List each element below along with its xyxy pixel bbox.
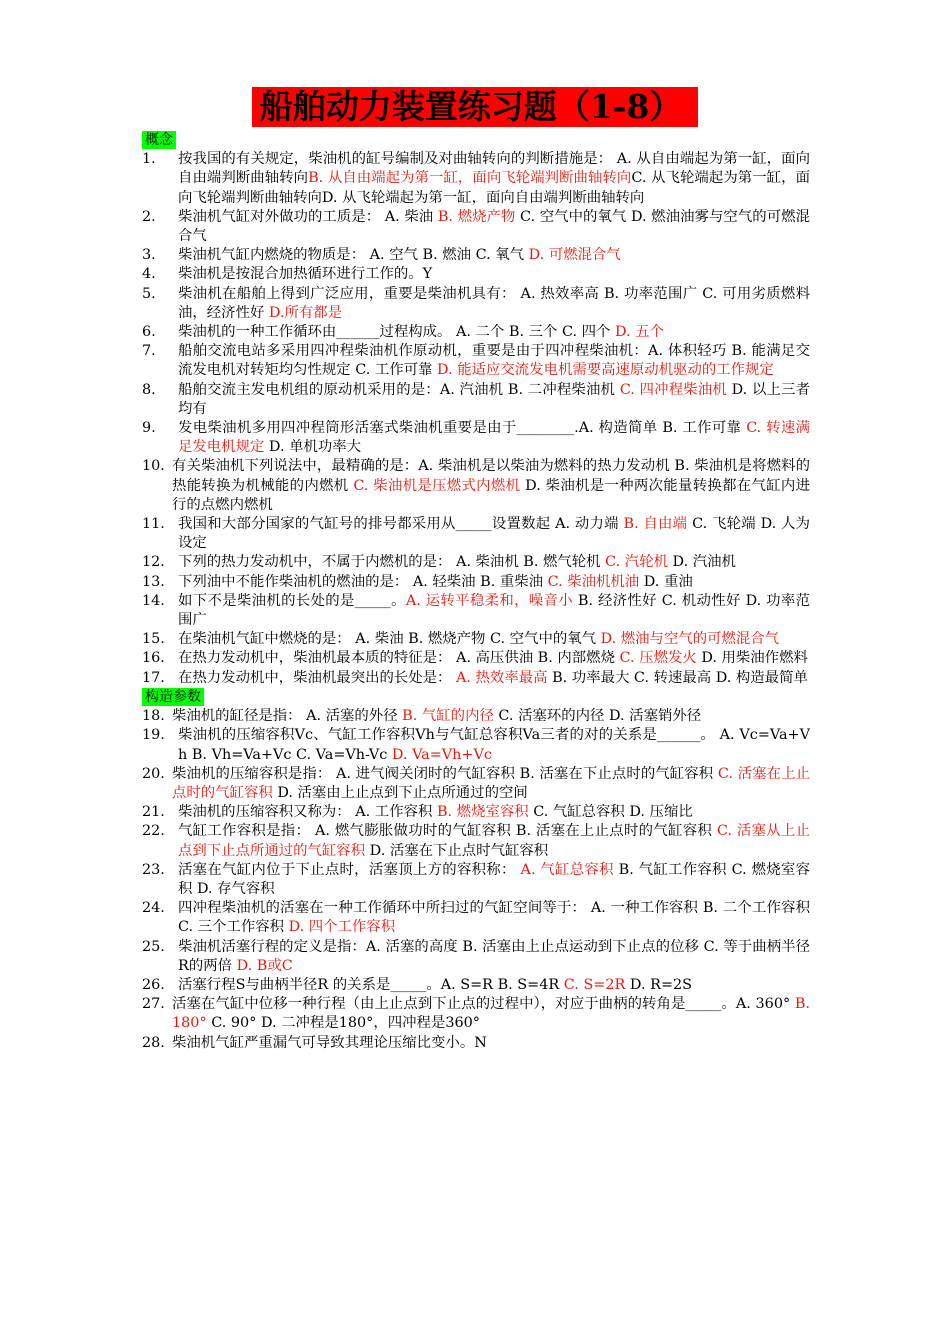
question-fragment: C. 从飞轮端起为第一缸，面向飞轮端判断曲轴转向D. 从飞轮端起为第一缸，面向自由端判断曲轴转向 [178, 170, 810, 206]
section-heading: 构造参数 [142, 688, 204, 706]
question-fragment: 柴油机气缸内燃烧的物质是： A. 空气 B. 燃油 C. 氧气 [178, 247, 529, 264]
question-number: 9. [142, 420, 156, 437]
question-fragment: 在柴油机气缸中燃烧的是： A. 柴油 B. 燃烧产物 C. 空气中的氧气 [178, 631, 601, 648]
question-fragment: 活塞在气缸中位移一种行程（由上止点到下止点的过程中），对应于曲柄的转角是_____。A. 360° [172, 996, 795, 1013]
answer-highlight: A. 热效率最高 [456, 669, 548, 686]
question-fragment: 我国和大部分国家的气缸号的排号都采用从_____设置数起 A. 动力端 [178, 516, 624, 533]
question-fragment: C. 90° D. 二冲程是180°，四冲程是360° [206, 1015, 480, 1032]
answer-highlight: C. 活塞从上止点到下止点所通过的气缸容积 [178, 823, 810, 859]
question-item [142, 669, 810, 688]
question-fragment: 下列油中不能作柴油机的燃油的是： A. 轻柴油 B. 重柴油 [178, 573, 548, 590]
question-number: 10. [142, 458, 165, 475]
question-fragment: D. 活塞由上止点到下止点所通过的空间 [272, 784, 528, 801]
question-text [178, 669, 810, 688]
question-item [142, 649, 810, 668]
answer-highlight: B. 气缸的内径 [402, 708, 494, 725]
question-fragment: 下列的热力发动机中，不属于内燃机的是： A. 柴油机 B. 燃气轮机 [178, 554, 606, 571]
question-fragment: 气缸工作容积是指： A. 燃气膨胀做功时的气缸容积 B. 活塞在上止点时的气缸容积 [178, 823, 717, 840]
question-text [178, 573, 810, 592]
answer-highlight: B. 180° [172, 996, 810, 1032]
question-fragment: 柴油机的压缩容积又称为： A. 工作容积 [178, 804, 437, 821]
question-item [142, 899, 810, 937]
answer-highlight: B. 燃烧产物 [437, 208, 516, 225]
question-fragment: D. 柴油机是一种两次能量转换都在气缸内进行的点燃内燃机 [172, 477, 810, 513]
question-fragment: D. 重油 [639, 573, 693, 590]
question-fragment: D. 用柴油作燃料 [696, 650, 808, 667]
question-text [178, 938, 810, 976]
question-fragment: D. 汽油机 [667, 554, 736, 571]
question-fragment: 柴油机气缸严重漏气可导致其理论压缩比变小。N [172, 1034, 487, 1051]
question-text [178, 265, 810, 284]
question-item [142, 976, 810, 995]
answer-highlight: A. 运转平稳柔和，噪音小 [405, 592, 573, 609]
answer-highlight: D. 四个工作容积 [288, 919, 396, 936]
question-text [172, 765, 810, 803]
question-number: 20. [142, 765, 165, 782]
answer-highlight: A. 气缸总容积 [520, 861, 614, 878]
question-fragment: 柴油机的缸径是指： A. 活塞的外径 [172, 708, 403, 725]
question-text [178, 649, 810, 668]
question-number: 23. [142, 861, 165, 878]
question-item [142, 381, 810, 419]
question-fragment: D. 活塞在下止点时气缸容积 [365, 842, 549, 859]
answer-highlight: C. 转速满足发电机规定 [178, 420, 810, 456]
question-fragment: C. 活塞环的内径 D. 活塞销外径 [493, 708, 702, 725]
question-item [142, 323, 810, 342]
question-fragment: 船舶交流电站多采用四冲程柴油机作原动机，重要是由于四冲程柴油机：A. 体积轻巧 B. 能满足交流发电机对转矩均匀性规定 C. 工作可靠 [178, 343, 810, 379]
question-fragment: D. 单机功率大 [264, 439, 362, 456]
answer-highlight: D. 能适应交流发电机需要高速原动机驱动的工作规定 [437, 362, 774, 379]
question-number: 11. [142, 516, 165, 533]
answer-highlight: B. 从自由端起为第一缸，面向飞轮端判断曲轴转向 [308, 170, 632, 187]
question-number: 26. [142, 976, 165, 993]
question-number: 7. [142, 343, 156, 360]
question-number: 4. [142, 266, 156, 283]
question-item [142, 342, 810, 380]
question-fragment: C. 空气中的氧气 D. 燃油油雾与空气的可燃混合气 [178, 208, 810, 245]
question-fragment: D. 以上三者均有 [178, 381, 810, 417]
question-text [178, 285, 810, 323]
question-text [178, 899, 810, 937]
question-fragment: C. 飞轮端 D. 人为设定 [178, 516, 810, 552]
question-item [142, 995, 810, 1033]
question-item [142, 150, 810, 208]
answer-highlight: C. 汽轮机 [605, 554, 668, 571]
question-fragment: 柴油机活塞行程的定义是指：A. 活塞的高度 B. 活塞由上止点运动到下止点的位移 C. 等于曲柄半径R的两倍 [178, 938, 810, 974]
question-number: 19. [142, 727, 165, 744]
question-fragment: B. 功率最大 C. 转速最高 D. 构造最简单 [547, 669, 808, 686]
question-text [178, 803, 810, 822]
answer-highlight: D.所有都是 [268, 304, 343, 321]
question-item [142, 1034, 810, 1053]
question-number: 12. [142, 554, 165, 571]
question-number: 27. [142, 996, 165, 1013]
question-number: 16. [142, 650, 165, 667]
question-item [142, 553, 810, 572]
question-text [178, 861, 810, 899]
answer-highlight: D. Va=Vh+Vc [391, 746, 492, 763]
question-item [142, 419, 810, 457]
answer-highlight: C. 四冲程柴油机 [619, 381, 727, 398]
question-fragment: 活塞行程S与曲柄半径R 的关系是_____。A. S=R B. S=4R [178, 976, 564, 993]
question-number: 15. [142, 631, 165, 648]
question-text [172, 1034, 810, 1053]
question-fragment: 活塞在气缸内位于下止点时，活塞顶上方的容积称： [178, 861, 521, 878]
answer-highlight: D. 燃油与空气的可燃混合气 [600, 631, 780, 648]
question-text [178, 592, 810, 630]
question-fragment: 如下不是柴油机的长处的是_____。 [178, 592, 406, 609]
question-fragment: 柴油机是按混合加热循环进行工作的。Y [178, 266, 433, 283]
question-number: 1. [142, 151, 156, 168]
answer-highlight: C. 压燃发火 [619, 650, 697, 667]
question-number: 6. [142, 324, 156, 341]
question-number: 3. [142, 247, 156, 264]
question-fragment: 船舶交流主发电机组的原动机采用的是：A. 汽油机 B. 二冲程柴油机 [178, 381, 620, 398]
question-number: 24. [142, 900, 165, 917]
question-fragment: 有关柴油机下列说法中，最精确的是：A. 柴油机是以柴油为燃料的热力发动机 B. 柴油机是将燃料的热能转换为机械能的内燃机 [172, 458, 810, 494]
question-fragment: 柴油机的压缩容积是指： A. 进气阀关闭时的气缸容积 B. 活塞在下止点时的气缸容积 [172, 765, 718, 782]
question-text [178, 323, 810, 342]
section-heading: 概念 [142, 131, 176, 149]
question-number: 21. [142, 804, 165, 821]
question-number: 17. [142, 669, 165, 686]
question-fragment: 在热力发动机中，柴油机最突出的长处是： [178, 669, 456, 686]
question-item [142, 457, 810, 515]
question-item [142, 265, 810, 284]
title-container [0, 87, 950, 127]
question-item [142, 246, 810, 265]
question-fragment: 柴油机在船舶上得到广泛应用，重要是柴油机具有： A. 热效率高 B. 功率范围广 C. 可用劣质燃料油，经济性好 [178, 285, 810, 321]
question-text [178, 246, 810, 265]
answer-highlight: B. 燃烧室容积 [436, 804, 529, 821]
page-title: 船舶动力装置练习题（1-8） [252, 87, 699, 127]
question-number: 28. [142, 1034, 165, 1051]
question-text [172, 457, 810, 515]
answer-highlight: D. B或C [236, 957, 293, 974]
question-item [142, 592, 810, 630]
question-item [142, 630, 810, 649]
question-text [178, 553, 810, 572]
answer-highlight: C. 活塞在上止点时的气缸容积 [172, 765, 810, 801]
question-text [178, 630, 810, 649]
question-text [178, 342, 810, 380]
question-list [142, 131, 810, 1053]
question-number: 25. [142, 938, 165, 955]
question-item [142, 726, 810, 764]
question-item [142, 822, 810, 860]
question-text [178, 515, 810, 553]
question-number: 13. [142, 573, 165, 590]
question-number: 22. [142, 823, 165, 840]
answer-highlight: C. 柴油机是压燃式内燃机 [353, 477, 521, 494]
question-number: 2. [142, 208, 156, 225]
question-fragment: B. 经济性好 C. 机动性好 D. 功率范围广 [178, 592, 810, 629]
question-item [142, 515, 810, 553]
question-number: 14. [142, 592, 165, 609]
question-text [178, 976, 810, 995]
question-number: 5. [142, 285, 156, 302]
question-text [178, 381, 810, 419]
answer-highlight: C. 柴油机机油 [547, 573, 640, 590]
question-text [178, 150, 810, 208]
question-item [142, 707, 810, 726]
question-text [178, 726, 810, 764]
question-fragment: 在热力发动机中，柴油机最本质的特征是： A. 高压供油 B. 内部燃烧 [178, 650, 620, 667]
question-fragment: 按我国的有关规定，柴油机的缸号编制及对曲轴转向的判断措施是： A. 从自由端起为第一缸，面向自由端判断曲轴转向 [178, 151, 810, 187]
question-fragment: 柴油机的压缩容积Vc、气缸工作容积Vh与气缸总容积Va三者的对的关系是______。 A. Vc=Va+Vh B. Vh=Va+Vc C. Va=Vh-Vc [178, 727, 810, 763]
question-text [178, 208, 810, 246]
question-item [142, 208, 810, 246]
question-fragment: C. 气缸总容积 D. 压缩比 [528, 804, 693, 821]
question-text [172, 707, 810, 726]
question-item [142, 938, 810, 976]
question-fragment: 四冲程柴油机的活塞在一种工作循环中所扫过的气缸空间等于： A. 一种工作容积 B. 二个工作容积 C. 三个工作容积 [178, 900, 810, 936]
question-item [142, 765, 810, 803]
question-text [178, 419, 810, 457]
question-number: 18. [142, 708, 165, 725]
question-item [142, 573, 810, 592]
question-fragment: 柴油机气缸对外做功的工质是： A. 柴油 [178, 208, 438, 225]
question-item [142, 285, 810, 323]
question-fragment: B. 气缸工作容积 C. 燃烧室容积 D. 存气容积 [178, 861, 811, 897]
answer-highlight: D. 五个 [614, 324, 664, 341]
answer-highlight: D. 可燃混合气 [528, 247, 621, 264]
question-item [142, 861, 810, 899]
question-number: 8. [142, 381, 156, 398]
question-fragment: 柴油机的一种工作循环由______过程构成。 A. 二个 B. 三个 C. 四个 [178, 324, 615, 341]
answer-highlight: C. S=2R [563, 976, 626, 993]
question-text [178, 822, 810, 860]
question-fragment: 发电柴油机多用四冲程筒形活塞式柴油机重要是由于________.A. 构造简单 B. 工作可靠 [178, 420, 747, 437]
question-item [142, 803, 810, 822]
question-fragment: D. R=2S [625, 976, 693, 993]
question-text [172, 995, 810, 1033]
answer-highlight: B. 自由端 [623, 516, 688, 533]
